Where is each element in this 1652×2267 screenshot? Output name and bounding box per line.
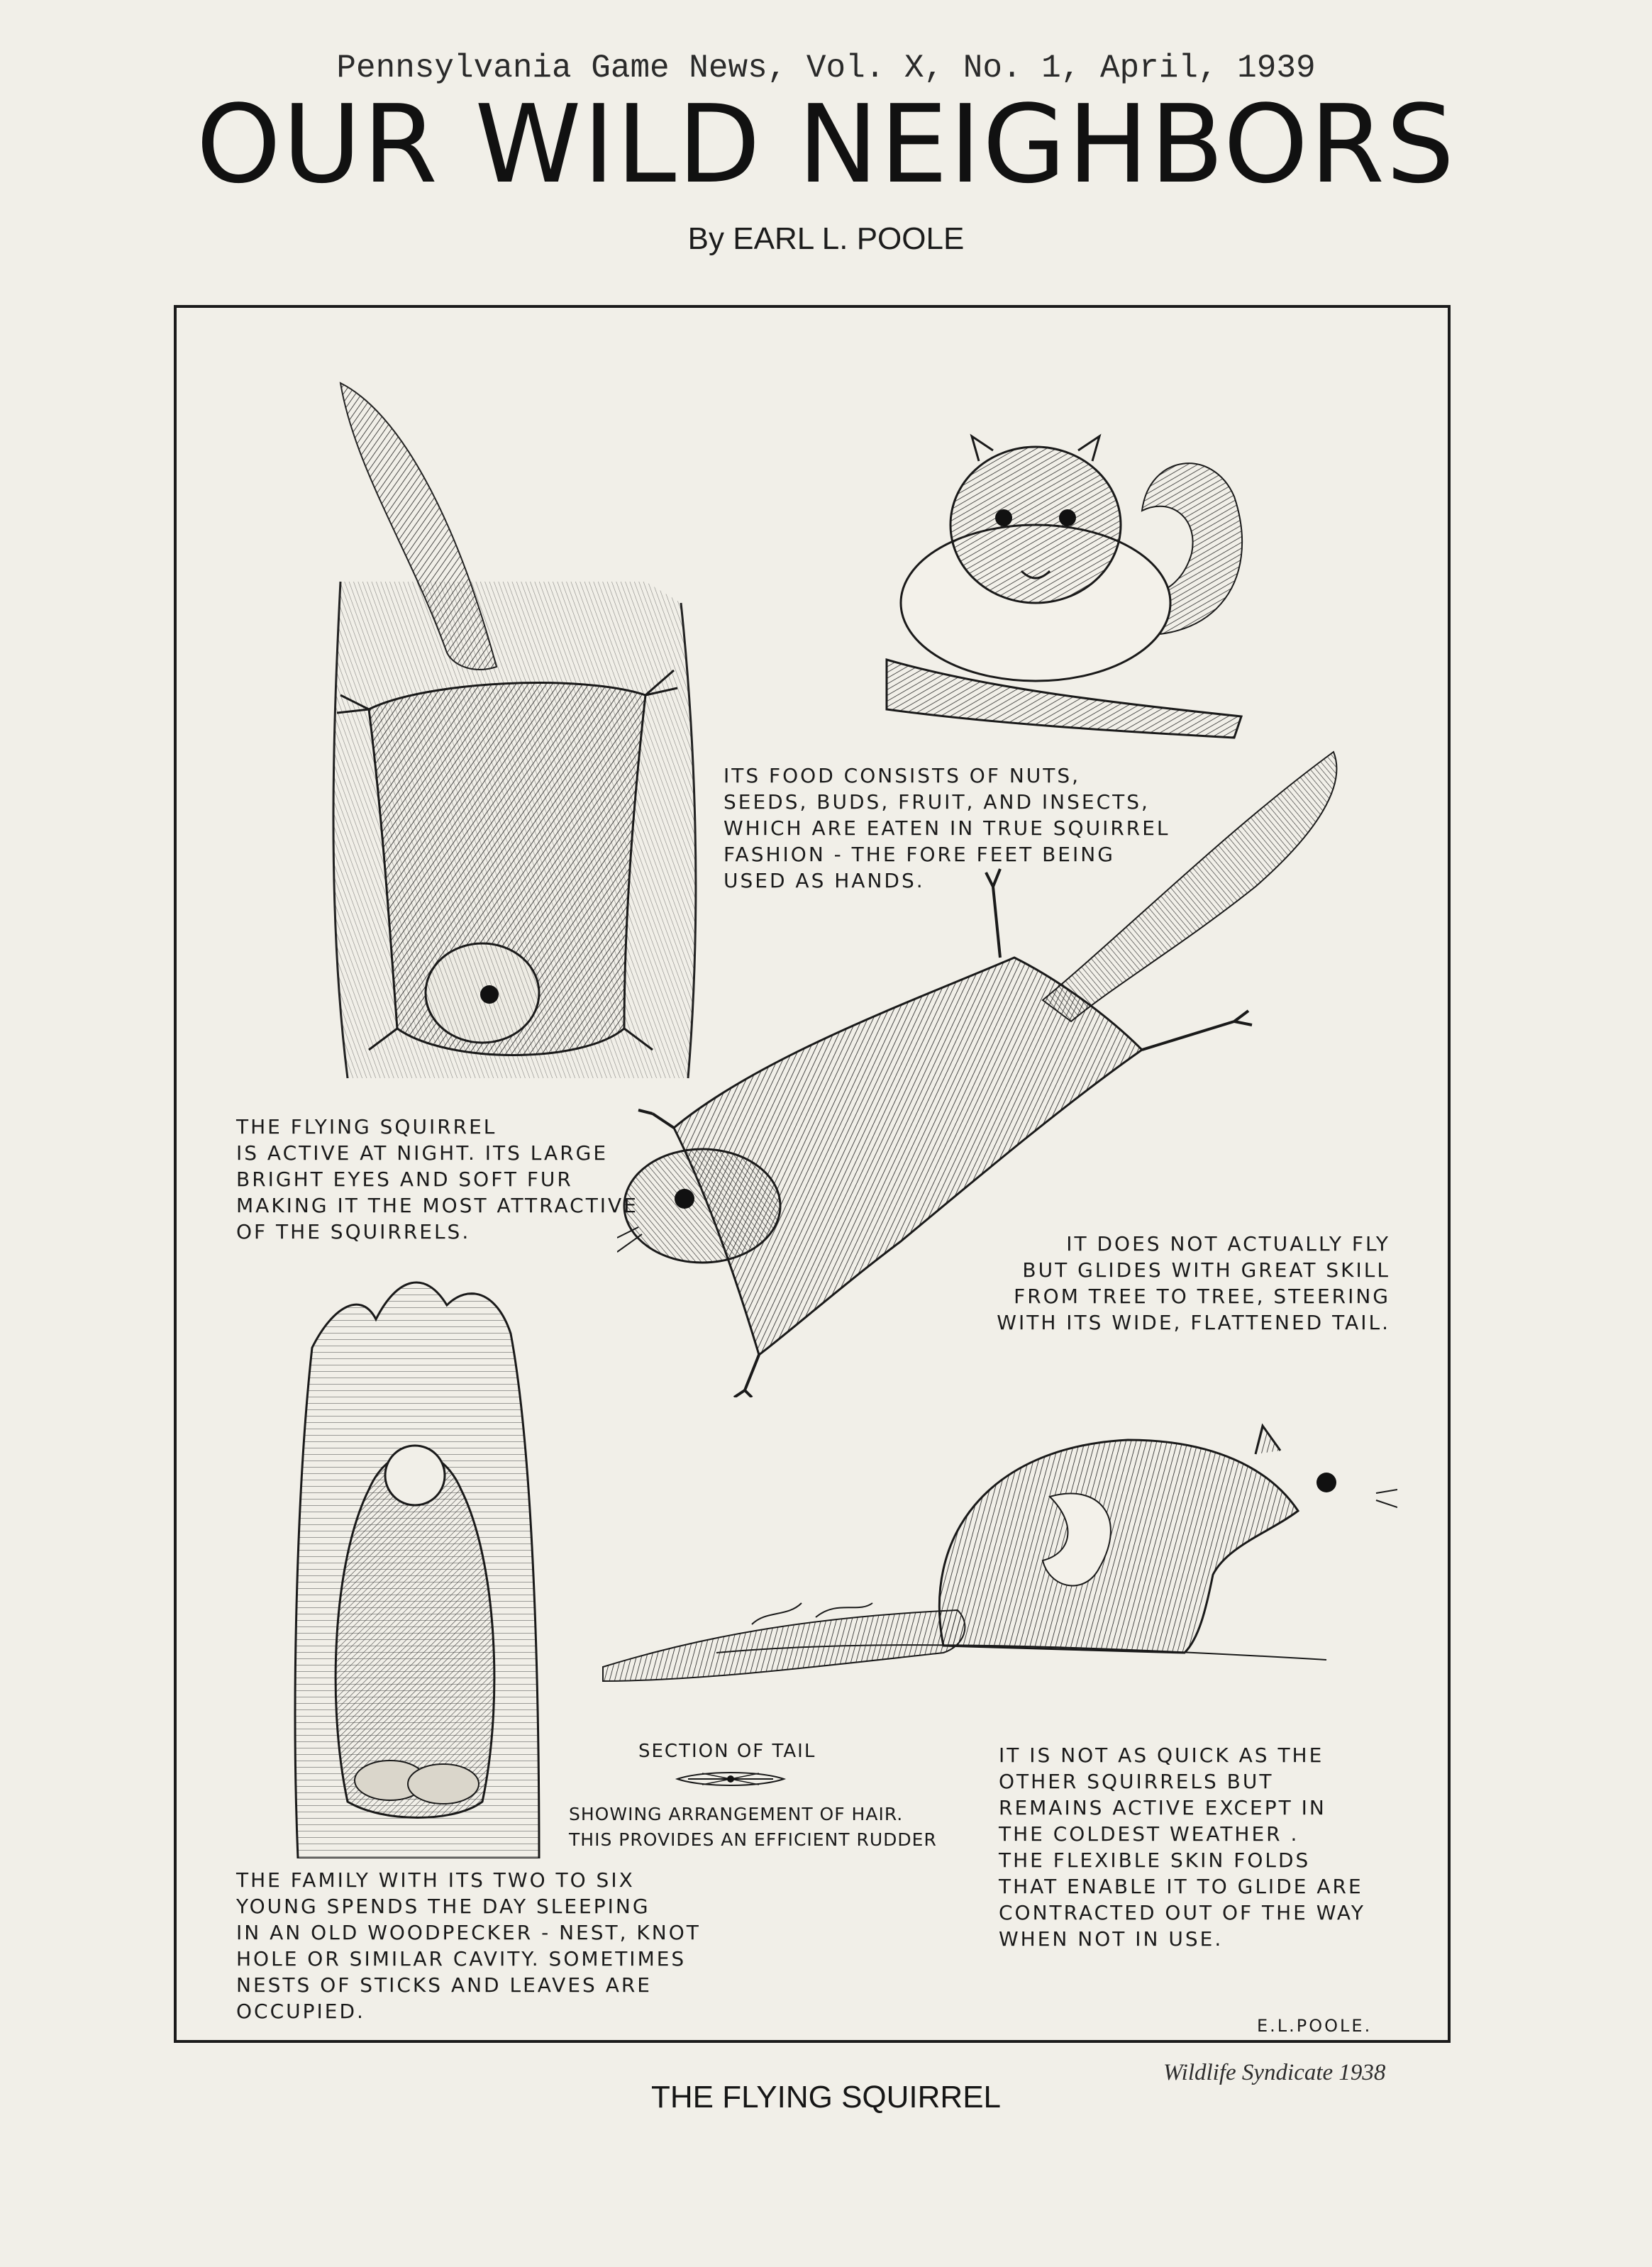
squirrel-eating-illustration — [880, 419, 1277, 787]
illustration-title: THE FLYING SQUIRREL — [650, 2080, 1002, 2114]
tree-nest-cavity-illustration — [284, 1263, 553, 1858]
caption-active-at-night: THE FLYING SQUIRREL IS ACTIVE AT NIGHT. ITS LARGE BRIGHT EYES AND SOFT FUR MAKING IT THE MOST ATTRACTIVE OF THE SQUIRRELS. — [236, 1115, 638, 1243]
artist-signature: E.L.POOLE. — [1257, 2016, 1373, 2036]
caption-tail-section-label: SECTION OF TAIL — [638, 1741, 816, 1762]
caption-not-as-quick: IT IS NOT AS QUICK AS THE OTHER SQUIRRELS BUT REMAINS ACTIVE EXCEPT IN THE COLDEST WEATHER . THE FLEXIBLE SKIN FOLDS THAT ENABLE IT TO GLIDE ARE CONTRACTED OUT OF THE WAY WHEN NOT IN USE. — [999, 1744, 1365, 1951]
byline: By EARL L. POOLE — [687, 221, 965, 256]
caption-gliding: IT DOES NOT ACTUALLY FLY BUT GLIDES WITH GREAT SKILL FROM TREE TO TREE, STEERING WITH ITS WIDE, FLATTENED TAIL. — [997, 1232, 1390, 1334]
tail-section-diagram — [674, 1765, 787, 1793]
publication-line: Pennsylvania Game News, Vol. X, No. 1, April, 1939 — [336, 50, 1316, 87]
caption-tail-description: SHOWING ARRANGEMENT OF HAIR. THIS PROVIDES AN EFFICIENT RUDDER — [569, 1804, 937, 1850]
caption-food: ITS FOOD CONSISTS OF NUTS, SEEDS, BUDS, FRUIT, AND INSECTS, WHICH ARE EATEN IN TRUE SQUIRREL FASHION - THE FORE FEET BEING USED AS HANDS. — [724, 764, 1170, 892]
caption-family-nest: THE FAMILY WITH ITS TWO TO SIX YOUNG SPENDS THE DAY SLEEPING IN AN OLD WOODPECKER - NEST, KNOT HOLE OR SIMILAR CAVITY. SOMETIMES NESTS OF STICKS AND LEAVES ARE OCCUPIED. — [236, 1868, 701, 2023]
page-title: OUR WILD NEIGHBORS — [196, 82, 1456, 207]
squirrel-on-ground-illustration — [589, 1412, 1397, 1709]
syndicate-credit: Wildlife Syndicate 1938 — [1163, 2060, 1386, 2085]
